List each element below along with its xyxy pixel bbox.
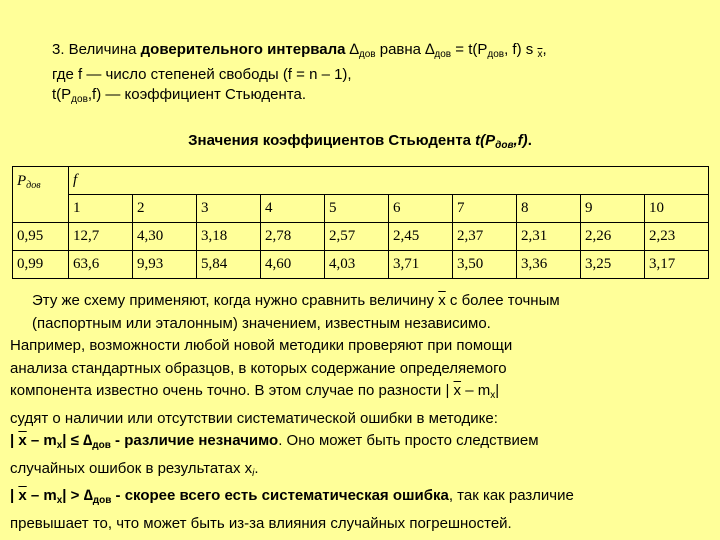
f-value-cell: 6 <box>389 195 453 223</box>
coefficient-cell: 2,31 <box>517 223 581 251</box>
coefficient-cell: 4,03 <box>325 251 389 279</box>
text-line: Например, возможности любой новой методики проверяют при помощи <box>10 337 513 354</box>
table-title: Значения коэффициентов Стьюдента $t(P_{дов},f)$. <box>188 132 532 151</box>
text-line: Эту же схему применяют, когда нужно сравнить величину $\overline{x}$ с более точным <box>32 292 560 309</box>
coefficient-cell: 2,45 <box>389 223 453 251</box>
coefficient-cell: 5,84 <box>197 251 261 279</box>
coefficient-cell: 2,57 <box>325 223 389 251</box>
coefficient-cell: 3,18 <box>197 223 261 251</box>
table-row-p099 <box>13 251 709 279</box>
insignificant-condition-line: | $\overline{x} - m_x| \le \Delta_{дов}$ - различие незначимо. Оно может быть просто следствием <box>10 432 539 451</box>
coefficient-cell: 4,30 <box>133 223 197 251</box>
p-value-cell: 0,95 <box>13 223 69 251</box>
f-value-cell: 9 <box>581 195 645 223</box>
explanation-text <box>10 290 710 535</box>
p-header-cell: $P_{дов}$ <box>13 167 69 223</box>
interval-definition-line: 3. Величина доверительного интервала $\Delta_{дов}$ равна $\Delta_{дов} = t(P_{дов}$, f) s $_{\overline{x}}$, <box>52 41 547 60</box>
table-header-row <box>13 167 709 195</box>
f-value-cell: 7 <box>453 195 517 223</box>
f-value-cell: 1 <box>69 195 133 223</box>
coefficient-cell: 63,6 <box>69 251 133 279</box>
coefficient-cell: 2,26 <box>581 223 645 251</box>
coefficient-cell: 2,78 <box>261 223 325 251</box>
degrees-of-freedom-line: где f — число степеней свободы (f = n – 1), <box>52 66 352 83</box>
text-line: судят о наличии или отсутствии систематической ошибки в методике: <box>10 409 498 427</box>
text-line: случайных ошибок в результатах $x_i$. <box>10 459 259 479</box>
coefficient-cell: 3,25 <box>581 251 645 279</box>
f-value-cell: 4 <box>261 195 325 223</box>
coefficient-cell: 2,37 <box>453 223 517 251</box>
coefficient-cell: 12,7 <box>69 223 133 251</box>
text-line: превышает то, что может быть из-за влияния случайных погрешностей. <box>10 514 512 532</box>
coefficient-cell: 9,93 <box>133 251 197 279</box>
confidence-interval-term: доверительного интервала <box>140 41 346 58</box>
student-coefficients-table <box>12 166 709 279</box>
coefficient-cell: 4,60 <box>261 251 325 279</box>
f-values-row <box>13 195 709 223</box>
systematic-error-condition-line: | $\overline{x} - m_x| > \Delta_{дов}$ - скорее всего есть систематическая ошибка, так как различие <box>10 487 574 506</box>
f-value-cell: 5 <box>325 195 389 223</box>
text-line: анализа стандартных образцов, в которых содержание определяемого <box>10 359 507 377</box>
coefficient-cell: 3,71 <box>389 251 453 279</box>
f-value-cell: 8 <box>517 195 581 223</box>
f-header-cell: f <box>69 167 709 195</box>
intro-block <box>52 40 692 110</box>
p-value-cell: 0,99 <box>13 251 69 279</box>
text-line: компонента известно очень точно. В этом случае по разности | $\overline{x} - m_x|$ <box>10 382 500 401</box>
f-value-cell: 2 <box>133 195 197 223</box>
f-value-cell: 10 <box>645 195 709 223</box>
text-line: (паспортным или эталонным) значением, известным независимо. <box>32 314 491 332</box>
coefficient-cell: 2,23 <box>645 223 709 251</box>
coefficient-cell: 3,50 <box>453 251 517 279</box>
student-coefficient-line: $t(P_{дов},f)$ — коэффициент Стьюдента. <box>52 86 307 105</box>
f-value-cell: 3 <box>197 195 261 223</box>
coefficient-cell: 3,36 <box>517 251 581 279</box>
coefficient-cell: 3,17 <box>645 251 709 279</box>
table-row-p095 <box>13 223 709 251</box>
